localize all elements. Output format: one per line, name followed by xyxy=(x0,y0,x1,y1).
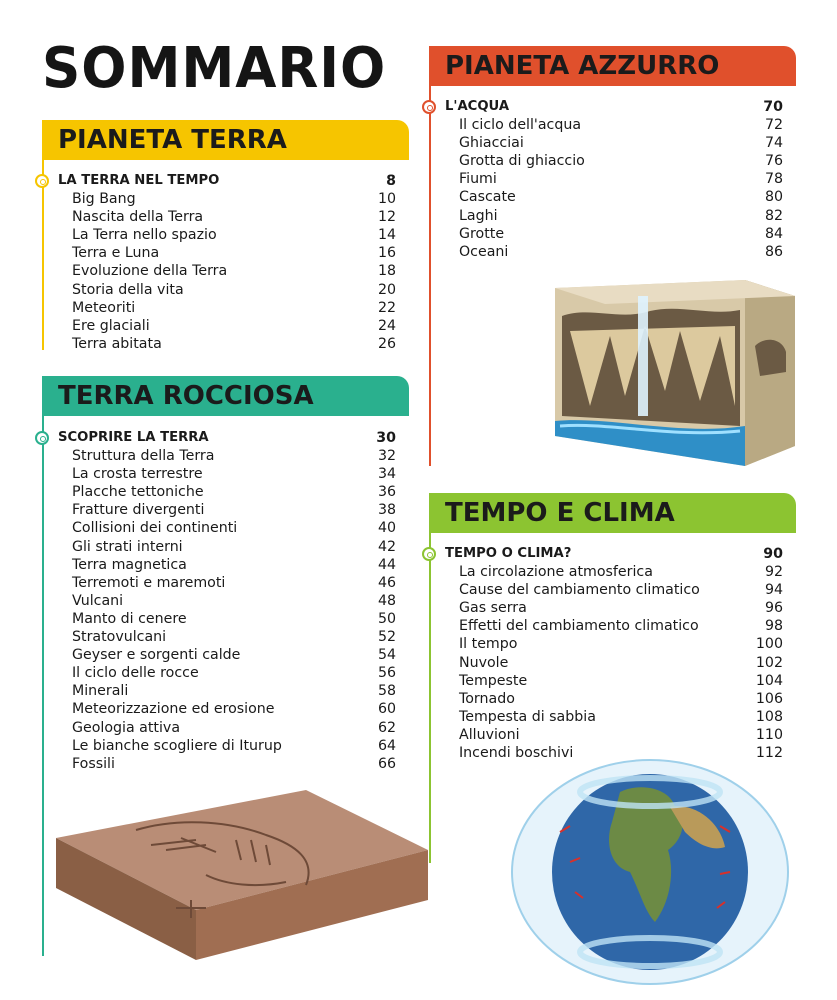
toc-entry-row xyxy=(42,538,396,556)
toc-entry-row xyxy=(429,563,783,581)
entry-title: Nuvole xyxy=(459,654,509,671)
toc-entry-row xyxy=(42,574,396,592)
entry-title: Ghiacciai xyxy=(459,135,524,152)
chapter-page-number: 70 xyxy=(763,99,783,115)
entry-title: Nascita della Terra xyxy=(72,209,204,226)
entry-page-number: 42 xyxy=(377,538,396,555)
toc-entry-row xyxy=(42,317,396,335)
entry-page-number: 64 xyxy=(377,737,396,754)
toc-pianeta-azzurro xyxy=(429,98,783,261)
toc-entry-row xyxy=(42,262,396,280)
entry-page-number: 34 xyxy=(377,466,396,483)
toc-entry-row xyxy=(42,501,396,519)
toc-entry-row xyxy=(42,737,396,755)
entry-title: Il ciclo delle rocce xyxy=(72,665,199,682)
entry-title: Fossili xyxy=(72,755,115,772)
toc-chapter-row xyxy=(42,172,396,190)
entry-page-number: 12 xyxy=(377,209,396,226)
chapter-page-number: 30 xyxy=(376,430,396,446)
entry-title: La circolazione atmosferica xyxy=(459,564,653,581)
entry-title: Il tempo xyxy=(459,636,518,653)
entry-title: Placche tettoniche xyxy=(72,484,204,501)
toc-entry-row xyxy=(42,190,396,208)
toc-entry-row xyxy=(42,226,396,244)
toc-entry-row xyxy=(429,635,783,653)
entry-title: Terra magnetica xyxy=(72,556,187,573)
entry-page-number: 72 xyxy=(764,117,783,134)
section-band-pianeta-terra: PIANETA TERRA xyxy=(42,120,409,160)
entry-page-number: 50 xyxy=(377,610,396,627)
toc-chapter-row xyxy=(429,545,783,563)
entry-page-number: 10 xyxy=(377,191,396,208)
toc-entry-row xyxy=(42,628,396,646)
entry-page-number: 112 xyxy=(755,745,783,762)
entry-page-number: 24 xyxy=(377,317,396,334)
toc-entry-row xyxy=(42,664,396,682)
toc-entry-row xyxy=(429,654,783,672)
entry-page-number: 104 xyxy=(755,672,783,689)
entry-page-number: 110 xyxy=(755,726,783,743)
toc-entry-row xyxy=(42,483,396,501)
toc-entry-row xyxy=(429,116,783,134)
chapter-title: TEMPO O CLIMA? xyxy=(445,546,572,561)
entry-title: Struttura della Terra xyxy=(72,448,215,465)
toc-entry-row xyxy=(42,556,396,574)
entry-page-number: 66 xyxy=(377,755,396,772)
toc-entry-row xyxy=(429,207,783,225)
fossil-illustration xyxy=(56,790,428,970)
entry-page-number: 76 xyxy=(764,153,783,170)
toc-entry-row xyxy=(429,581,783,599)
entry-title: Tempeste xyxy=(459,672,528,689)
bullet-icon xyxy=(35,431,49,445)
toc-entry-row xyxy=(42,208,396,226)
entry-page-number: 62 xyxy=(377,719,396,736)
entry-title: Grotte xyxy=(459,225,505,242)
toc-entry-row xyxy=(42,244,396,262)
entry-title: Collisioni dei continenti xyxy=(72,520,238,537)
toc-entry-row xyxy=(429,599,783,617)
entry-page-number: 80 xyxy=(764,189,783,206)
section-band-tempo-clima: TEMPO E CLIMA xyxy=(429,493,796,533)
toc-entry-row xyxy=(429,170,783,188)
entry-page-number: 86 xyxy=(764,243,783,260)
toc-tempo-clima xyxy=(429,545,783,762)
toc-entry-row xyxy=(429,243,783,261)
entry-page-number: 60 xyxy=(377,701,396,718)
entry-page-number: 16 xyxy=(377,245,396,262)
entry-page-number: 36 xyxy=(377,484,396,501)
entry-title: Storia della vita xyxy=(72,281,184,298)
entry-title: Evoluzione della Terra xyxy=(72,263,228,280)
bullet-icon xyxy=(422,100,436,114)
entry-page-number: 38 xyxy=(377,502,396,519)
toc-entry-row xyxy=(42,519,396,537)
chapter-title: L'ACQUA xyxy=(445,99,510,114)
toc-entry-row xyxy=(42,682,396,700)
toc-entry-row xyxy=(42,299,396,317)
entry-title: Tempesta di sabbia xyxy=(459,708,596,725)
entry-title: La crosta terrestre xyxy=(72,466,203,483)
entry-page-number: 32 xyxy=(377,448,396,465)
entry-title: Geologia attiva xyxy=(72,719,181,736)
toc-terra-rocciosa xyxy=(42,429,396,773)
entry-page-number: 106 xyxy=(755,690,783,707)
entry-title: Fratture divergenti xyxy=(72,502,205,519)
toc-pianeta-terra xyxy=(42,172,396,353)
entry-page-number: 54 xyxy=(377,647,396,664)
entry-title: Oceani xyxy=(459,243,509,260)
toc-entry-row xyxy=(429,690,783,708)
toc-entry-row xyxy=(42,335,396,353)
section-band-pianeta-azzurro: PIANETA AZZURRO xyxy=(429,46,796,86)
toc-entry-row xyxy=(429,152,783,170)
entry-page-number: 98 xyxy=(764,618,783,635)
toc-entry-row xyxy=(429,134,783,152)
entry-title: Laghi xyxy=(459,207,498,224)
bullet-icon xyxy=(35,174,49,188)
entry-page-number: 40 xyxy=(377,520,396,537)
entry-page-number: 94 xyxy=(764,582,783,599)
entry-title: Gli strati interni xyxy=(72,538,183,555)
toc-entry-row xyxy=(42,610,396,628)
toc-chapter-row xyxy=(429,98,783,116)
entry-page-number: 44 xyxy=(377,556,396,573)
entry-title: Stratovulcani xyxy=(72,629,167,646)
toc-chapter-row xyxy=(42,429,396,447)
entry-title: Fiumi xyxy=(459,171,497,188)
chapter-page-number: 8 xyxy=(386,173,396,189)
entry-title: Gas serra xyxy=(459,600,527,617)
toc-entry-row xyxy=(42,465,396,483)
entry-page-number: 92 xyxy=(764,564,783,581)
section-band-terra-rocciosa: TERRA ROCCIOSA xyxy=(42,376,409,416)
toc-entry-row xyxy=(429,708,783,726)
toc-entry-row xyxy=(429,672,783,690)
toc-entry-row xyxy=(42,755,396,773)
toc-entry-row xyxy=(42,646,396,664)
entry-title: Grotta di ghiaccio xyxy=(459,153,585,170)
entry-page-number: 22 xyxy=(377,299,396,316)
entry-page-number: 14 xyxy=(377,227,396,244)
entry-title: Incendi boschivi xyxy=(459,745,574,762)
entry-page-number: 96 xyxy=(764,600,783,617)
entry-page-number: 18 xyxy=(377,263,396,280)
entry-title: Meteoriti xyxy=(72,299,136,316)
entry-title: Cause del cambiamento climatico xyxy=(459,582,700,599)
entry-page-number: 74 xyxy=(764,135,783,152)
entry-title: Cascate xyxy=(459,189,516,206)
chapter-page-number: 90 xyxy=(763,546,783,562)
entry-page-number: 48 xyxy=(377,592,396,609)
entry-page-number: 26 xyxy=(377,335,396,352)
entry-title: Tornado xyxy=(459,690,515,707)
entry-page-number: 56 xyxy=(377,665,396,682)
toc-entry-row xyxy=(429,188,783,206)
cave-illustration xyxy=(550,276,800,476)
entry-page-number: 82 xyxy=(764,207,783,224)
entry-title: Ere glaciali xyxy=(72,317,150,334)
entry-page-number: 20 xyxy=(377,281,396,298)
entry-page-number: 100 xyxy=(755,636,783,653)
chapter-title: SCOPRIRE LA TERRA xyxy=(58,430,209,445)
toc-entry-row xyxy=(42,592,396,610)
entry-title: Le bianche scogliere di Iturup xyxy=(72,737,282,754)
entry-title: Geyser e sorgenti calde xyxy=(72,647,241,664)
toc-entry-row xyxy=(429,726,783,744)
entry-page-number: 102 xyxy=(755,654,783,671)
entry-title: Manto di cenere xyxy=(72,610,187,627)
globe-illustration xyxy=(500,752,800,992)
entry-title: Minerali xyxy=(72,683,129,700)
entry-title: Terra abitata xyxy=(72,335,162,352)
entry-title: Alluvioni xyxy=(459,726,520,743)
toc-entry-row xyxy=(42,700,396,718)
entry-title: Terremoti e maremoti xyxy=(72,574,226,591)
toc-entry-row xyxy=(429,225,783,243)
entry-page-number: 46 xyxy=(377,574,396,591)
entry-title: Vulcani xyxy=(72,592,124,609)
chapter-title: LA TERRA NEL TEMPO xyxy=(58,173,220,188)
entry-page-number: 84 xyxy=(764,225,783,242)
entry-page-number: 58 xyxy=(377,683,396,700)
entry-page-number: 108 xyxy=(755,708,783,725)
toc-entry-row xyxy=(42,281,396,299)
entry-title: Big Bang xyxy=(72,191,136,208)
entry-page-number: 78 xyxy=(764,171,783,188)
toc-entry-row xyxy=(42,719,396,737)
entry-title: Il ciclo dell'acqua xyxy=(459,117,582,134)
entry-title: Meteorizzazione ed erosione xyxy=(72,701,275,718)
entry-title: Effetti del cambiamento climatico xyxy=(459,618,699,635)
toc-entry-row xyxy=(42,447,396,465)
entry-title: La Terra nello spazio xyxy=(72,227,217,244)
entry-page-number: 52 xyxy=(377,629,396,646)
toc-entry-row xyxy=(429,617,783,635)
entry-title: Terra e Luna xyxy=(72,245,160,262)
bullet-icon xyxy=(422,547,436,561)
page-title: SOMMARIO xyxy=(42,36,387,101)
